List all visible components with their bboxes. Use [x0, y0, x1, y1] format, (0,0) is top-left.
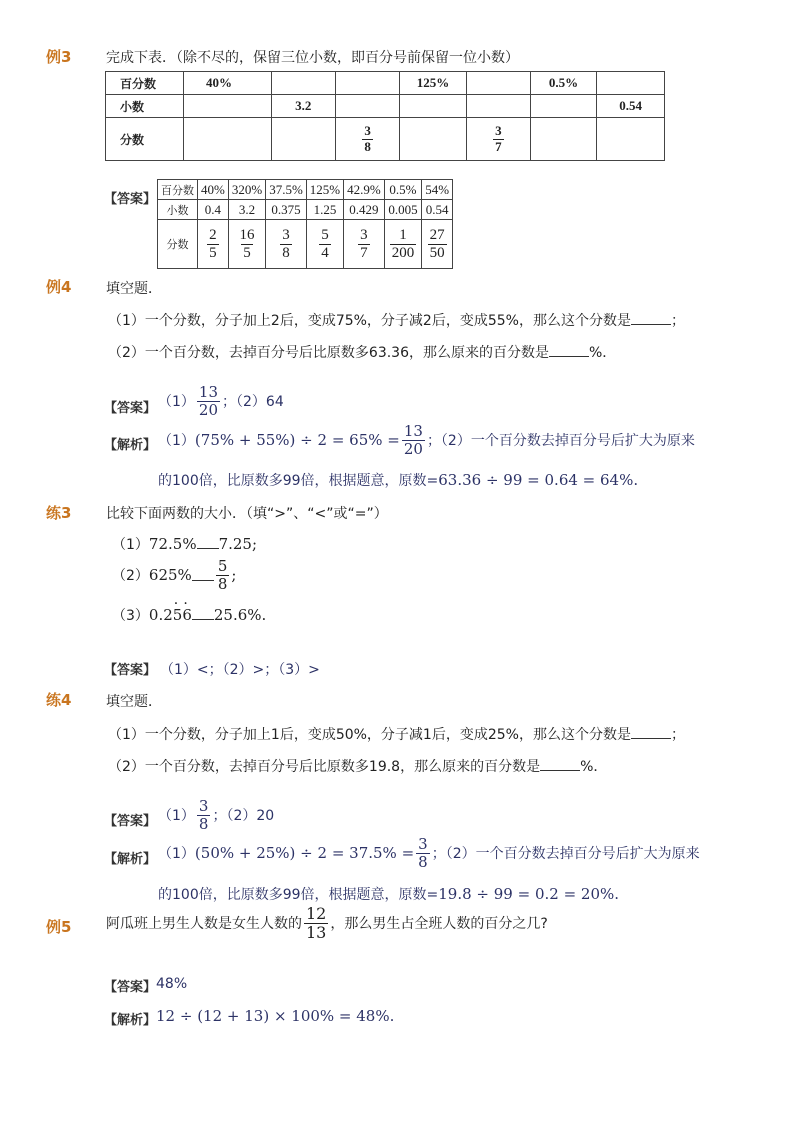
denominator: 20: [403, 439, 423, 458]
numerator: 5: [321, 227, 329, 243]
fraction-cell: [422, 220, 453, 269]
answer-label: 【答案】: [104, 192, 157, 207]
fraction-cell: [228, 220, 265, 269]
answer-blank: [549, 342, 589, 357]
math-value: 625%: [148, 566, 192, 584]
example-4-tag: 例4: [46, 278, 72, 296]
table-cell: 0.5%: [384, 180, 422, 200]
table-cell: [271, 118, 335, 161]
prompt-text: 阿瓜班上男生人数是女生人数的: [106, 916, 302, 933]
table-cell: [466, 72, 530, 95]
question-text: （1）一个分数，分子加上2后，变成75%，分子减2后，变成55%，那么这个分数是: [108, 313, 631, 329]
table-cell: [466, 95, 530, 118]
table-cell: [597, 72, 665, 95]
denominator: 5: [209, 244, 217, 261]
table-cell: 42.9%: [344, 180, 385, 200]
punctuation: ；: [670, 313, 685, 329]
prompt-text: ，那么男生占全班人数的百分之几?: [330, 916, 548, 933]
table-cell: 0.375: [266, 200, 307, 220]
analysis-formula: (50% + 25%) ÷ 2 = 37.5% =: [194, 844, 415, 862]
punctuation: ;: [231, 566, 237, 584]
table-cell: 3.2: [228, 200, 265, 220]
punctuation: ；: [670, 727, 685, 743]
numerator: 27: [429, 227, 445, 243]
fraction-cell: [198, 220, 229, 269]
answer-blank: [192, 605, 214, 620]
table-row: [158, 180, 453, 200]
denominator: 8: [418, 852, 428, 871]
table-cell: 0.54: [597, 95, 665, 118]
answer-label: 【答案】: [104, 980, 157, 995]
question-number: （2）: [112, 568, 149, 584]
practice-4-question-2: [108, 756, 607, 776]
analysis-label: 【解析】: [104, 852, 157, 867]
numerator: 12: [306, 904, 327, 923]
fraction-cell: [306, 220, 343, 269]
denominator: 8: [364, 138, 371, 154]
table-row: [106, 118, 665, 161]
analysis-text: 的100倍，比原数多99倍，根据题意，原数=: [158, 887, 439, 903]
numerator: 3: [282, 227, 290, 243]
example-5-analysis: 12 ÷ (12 + 13) × 100% = 48%.: [156, 1007, 395, 1025]
numerator: 16: [239, 227, 255, 243]
answer-label: 【答案】: [104, 401, 157, 416]
analysis-label: 【解析】: [104, 1013, 157, 1028]
example-3-prompt: 完成下表．（除不尽的，保留三位小数，即百分号前保留一位小数）: [106, 50, 519, 66]
table-cell: [183, 95, 271, 118]
numerator: 5: [217, 557, 228, 575]
practice-3-question-3: [112, 605, 266, 625]
answer-part: （1）: [158, 394, 195, 410]
practice-3-question-1: [112, 534, 257, 554]
table-cell: 37.5%: [266, 180, 307, 200]
numerator: 1: [399, 227, 407, 243]
practice-4-question-1: [108, 724, 685, 744]
numerator: 3: [198, 797, 209, 815]
table-cell: [400, 118, 466, 161]
practice-3-question-2: [112, 558, 236, 592]
analysis-text: ；（2）一个百分数去掉百分号后扩大为原来: [431, 846, 700, 862]
table-cell: [400, 95, 466, 118]
table-cell: [271, 72, 335, 95]
table-cell: [530, 95, 596, 118]
example-4-answer: [158, 384, 284, 418]
question-text: （2）一个百分数，去掉百分号后比原数多63.36，那么原来的百分数是: [108, 345, 549, 361]
fraction-cell: [266, 220, 307, 269]
denominator: 5: [243, 244, 251, 261]
row-header: 百分数: [158, 180, 198, 200]
row-header: 分数: [158, 220, 198, 269]
answer-part: ；（2）20: [212, 808, 275, 824]
numerator: 3: [495, 123, 502, 139]
answer-fraction: [197, 798, 211, 832]
math-value: 25.6%.: [213, 606, 267, 624]
numerator: 13: [198, 383, 219, 401]
example-4-question-2: [108, 342, 616, 362]
numerator: 3: [364, 123, 371, 139]
table-row: [158, 200, 453, 220]
table-cell: [336, 72, 400, 95]
prompt-fraction: [304, 905, 328, 941]
example-3-answer-table: [157, 179, 453, 269]
denominator: 8: [282, 244, 290, 261]
row-header: 百分数: [106, 72, 184, 95]
analysis-text: （1）: [158, 846, 195, 862]
analysis-formula: 63.36 ÷ 99 = 0.64 = 64%.: [438, 471, 639, 489]
math-value: 7.25: [218, 535, 252, 553]
practice-3-tag: 练3: [46, 504, 72, 522]
analysis-label: 【解析】: [104, 438, 157, 453]
table-cell: 0.4: [198, 200, 229, 220]
practice-4-analysis-line-2: [158, 884, 619, 904]
analysis-text: ；（2）一个百分数去掉百分号后扩大为原来: [426, 433, 695, 449]
analysis-text: （1）: [158, 433, 195, 449]
table-cell: 0.54: [422, 200, 453, 220]
practice-3-answer: （1）<；（2）>；（3）>: [160, 662, 320, 678]
example-4-analysis-line-1: [158, 423, 695, 457]
denominator: 7: [495, 138, 502, 154]
fraction-cell: [384, 220, 422, 269]
answer-blank: [197, 534, 219, 549]
punctuation: %．: [589, 345, 617, 361]
analysis-formula: 19.8 ÷ 99 = 0.2 = 20%.: [438, 885, 620, 903]
example-4-question-1: [108, 310, 685, 330]
analysis-formula: (75% + 55%) ÷ 2 = 65% =: [194, 431, 400, 449]
table-cell: 54%: [422, 180, 453, 200]
table-row: [106, 72, 665, 95]
numerator: 13: [403, 422, 423, 440]
answer-part: ；（2）64: [222, 394, 284, 410]
denominator: 7: [360, 244, 368, 261]
denominator: 50: [429, 244, 445, 261]
fraction-cell: [336, 118, 400, 161]
table-cell: [597, 118, 665, 161]
answer-label: 【答案】: [104, 663, 157, 678]
question-number: （3）: [112, 608, 149, 624]
analysis-fraction: [402, 423, 425, 457]
math-fraction: [216, 558, 230, 592]
answer-fraction: [197, 384, 220, 418]
numerator: 3: [418, 835, 428, 853]
denominator: 8: [217, 574, 228, 593]
fraction-cell: [466, 118, 530, 161]
example-5-answer: 48%: [156, 976, 188, 992]
example-4-prompt: 填空题．: [106, 281, 162, 297]
punctuation: ;: [251, 535, 258, 553]
row-header: 小数: [106, 95, 184, 118]
practice-4-tag: 练4: [46, 691, 72, 709]
table-cell: 125%: [400, 72, 466, 95]
table-cell: [336, 95, 400, 118]
table-cell: 1.25: [306, 200, 343, 220]
table-cell: 40%: [183, 72, 271, 95]
table-cell: [530, 118, 596, 161]
example-3-tag: 例3: [46, 48, 72, 66]
answer-blank: [192, 570, 214, 581]
repeating-digit: · 5: [173, 606, 183, 624]
answer-label: 【答案】: [104, 814, 157, 829]
answer-blank: [540, 756, 580, 771]
example-3-table: [105, 71, 665, 161]
row-header: 分数: [106, 118, 184, 161]
analysis-text: 的100倍，比原数多99倍，根据题意，原数=: [158, 473, 439, 489]
denominator: 8: [198, 814, 209, 833]
numerator: 3: [360, 227, 368, 243]
table-cell: 320%: [228, 180, 265, 200]
answer-blank: [631, 724, 671, 739]
denominator: 200: [391, 244, 415, 261]
table-cell: 0.005: [384, 200, 422, 220]
practice-4-answer: [158, 798, 274, 832]
fraction-cell: [344, 220, 385, 269]
math-value: 72.5%: [148, 535, 197, 553]
numerator: 2: [209, 227, 217, 243]
table-cell: 3.2: [271, 95, 335, 118]
answer-part: （1）: [158, 808, 195, 824]
table-cell: 0.5%: [530, 72, 596, 95]
practice-4-analysis-line-1: [158, 836, 700, 870]
answer-blank: [631, 310, 671, 325]
denominator: 4: [321, 244, 329, 261]
example-5-prompt: [106, 905, 548, 941]
punctuation: %．: [580, 759, 608, 775]
question-number: （1）: [112, 537, 149, 553]
practice-4-prompt: 填空题．: [106, 694, 162, 710]
math-value: 0.2: [148, 606, 173, 624]
denominator: 13: [306, 922, 327, 942]
repeating-digit: · 6: [182, 606, 192, 624]
question-text: （1）一个分数，分子加上1后，变成50%，分子减1后，变成25%，那么这个分数是: [108, 727, 631, 743]
table-cell: 125%: [306, 180, 343, 200]
table-cell: [183, 118, 271, 161]
denominator: 20: [198, 400, 219, 419]
question-text: （2）一个百分数，去掉百分号后比原数多19.8，那么原来的百分数是: [108, 759, 541, 775]
table-row: [106, 95, 665, 118]
table-cell: 40%: [198, 180, 229, 200]
example-5-tag: 例5: [46, 918, 72, 936]
row-header: 小数: [158, 200, 198, 220]
table-row: [158, 220, 453, 269]
example-4-analysis-line-2: [158, 470, 638, 490]
practice-3-prompt: 比较下面两数的大小．（填“>”、“<”或“=”）: [106, 506, 388, 522]
analysis-fraction: [416, 836, 430, 870]
table-cell: 0.429: [344, 200, 385, 220]
